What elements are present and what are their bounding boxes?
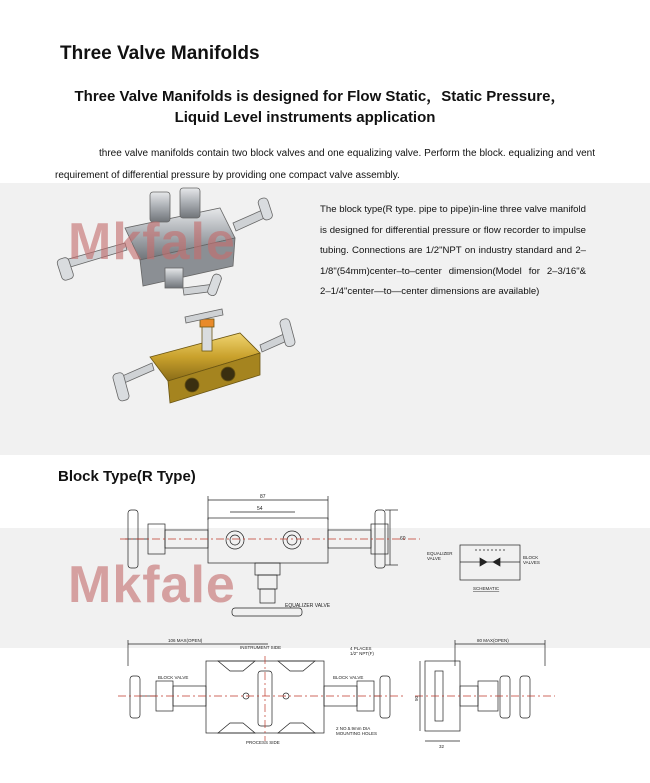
- schematic-diagram: [425, 540, 585, 595]
- dim-106: 106 MAX(OPEN): [168, 638, 203, 643]
- section-title: Block Type(R Type): [58, 468, 196, 485]
- schematic-block-label: [523, 555, 540, 565]
- mounting-holes-line1: 2 NO.5.9mm DIA: [336, 726, 371, 731]
- four-places-line2: 1/2" NPT(F): [350, 651, 374, 656]
- plan-left-valve: [130, 676, 206, 718]
- page-title: Three Valve Manifolds: [60, 43, 260, 64]
- four-places-line1: 4 PLACES: [350, 646, 372, 651]
- instrument-side-label: INSTRUMENT SIDE: [240, 645, 282, 650]
- dim-87: 87: [260, 494, 266, 500]
- watermark-top: Mkfale: [68, 213, 236, 271]
- schematic-block-line1: BLOCK: [523, 555, 539, 560]
- plan-view-drawing: [118, 636, 403, 751]
- dimension-lines: [208, 496, 398, 565]
- dim-32: 32: [439, 744, 445, 749]
- manifold-body-brass: [150, 319, 260, 403]
- dim-60: 60: [400, 536, 406, 542]
- brass-manifold-photo: [110, 305, 305, 417]
- process-side-label: PROCESS SIDE: [246, 740, 280, 745]
- mounting-holes-label: [336, 726, 377, 736]
- dim-80: 80 MAX(OPEN): [477, 638, 509, 643]
- dim-50: 50: [414, 695, 419, 701]
- plan-right-valve: [324, 676, 390, 718]
- schematic-caption: SCHEMATIC: [473, 586, 500, 591]
- four-places-label: [350, 646, 374, 656]
- subtitle-line-1: Three Valve Manifolds is designed for Flow Static，Static Pressure，: [74, 88, 566, 105]
- spec-paragraph: The block type(R type. pipe to pipe)in-line three valve manifold is designed for differential pressure or flow recorder to impulse tubing. Connections are 1/2"NPT on industry standard and 2–1/8"(54mm)center–to–center dimension(Model for 2–3/16"& 2–1/4"center—to—center dimensions are available): [320, 204, 586, 297]
- intro-paragraph: three valve manifolds contain two block valves and one equalizing valve. Perform the block. equalizing and vent requirement of differential pressure by providing one compact valve assembly.: [55, 148, 595, 181]
- schematic-block-line2: VALVES: [523, 560, 540, 565]
- block-valve-left-label: BLOCK VALVE: [158, 675, 189, 680]
- subtitle-line-2: Liquid Level instruments application: [174, 109, 436, 126]
- schematic-equalizer-line1: EQUALIZER: [427, 551, 453, 556]
- equalizer-valve-label: EQUALIZER VALVE: [285, 603, 331, 609]
- side-view-drawing: [415, 636, 555, 751]
- dim-54: 54: [257, 506, 263, 512]
- schematic-equalizer-label: [427, 551, 454, 561]
- mounting-holes-line2: MOUNTING HOLES: [336, 731, 378, 736]
- block-valve-right-label: BLOCK VALVE: [333, 675, 364, 680]
- schematic-equalizer-line2: VALVE: [427, 556, 441, 561]
- watermark-bottom: Mkfale: [68, 556, 236, 614]
